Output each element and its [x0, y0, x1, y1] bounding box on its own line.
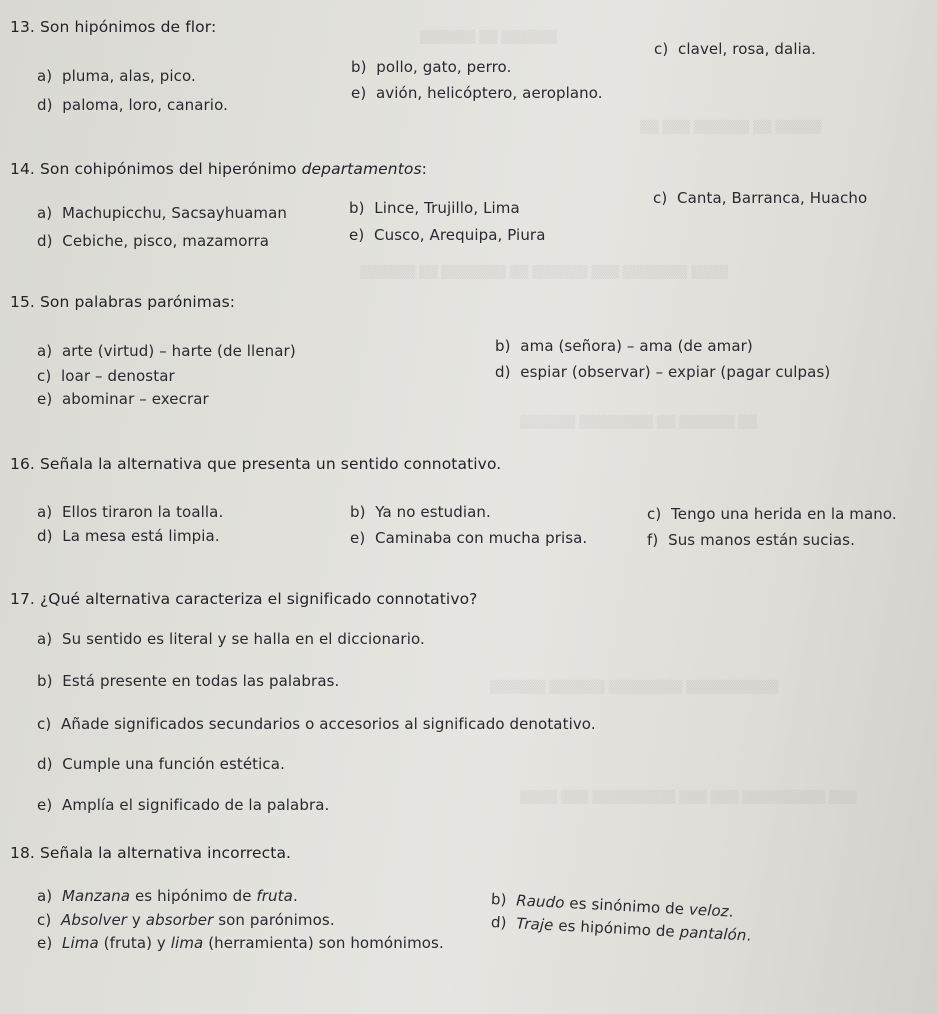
bleed-through-text: ▒▒▒▒▒▒▒▒▒▒ ▒▒▒▒▒▒▒▒ ▒▒▒▒▒▒ ▒▒▒▒▒▒ [490, 680, 779, 694]
q18-option-c: c) Absolver y absorber son parónimos. [37, 911, 335, 929]
q18-option-d: d) Traje es hipónimo de pantalón. [490, 913, 752, 945]
q15-option-a: a) arte (virtud) – harte (de llenar) [37, 342, 296, 360]
question-15-title: 15. Son palabras parónimas: [10, 293, 236, 311]
q14-option-d: d) Cebiche, pisco, mazamorra [37, 232, 270, 250]
q15-option-c: c) loar – denostar [37, 367, 175, 385]
question-17-title: 17. ¿Qué alternativa caracteriza el significado connotativo? [10, 590, 478, 608]
question-14-title: 14. Son cohipónimos del hiperónimo departamentos: [10, 160, 427, 178]
q15-option-b: b) ama (señora) – ama (de amar) [495, 337, 753, 355]
bleed-through-text: ▒▒▒▒▒▒ ▒▒ ▒▒▒▒▒▒ [420, 30, 557, 44]
q14-option-b: b) Lince, Trujillo, Lima [349, 199, 520, 217]
q17-option-b: b) Está presente en todas las palabras. [37, 672, 340, 690]
question-13-title: 13. Son hipónimos de flor: [10, 18, 217, 36]
q17-option-a: a) Su sentido es literal y se halla en el diccionario. [37, 630, 425, 648]
q17-option-e: e) Amplía el significado de la palabra. [37, 796, 330, 814]
q13-option-e: e) avión, helicóptero, aeroplano. [351, 84, 603, 102]
q13-option-d: d) paloma, loro, canario. [37, 96, 228, 114]
q17-option-d: d) Cumple una función estética. [37, 755, 285, 773]
q13-option-a: a) pluma, alas, pico. [37, 67, 196, 85]
q18-option-b: b) Raudo es sinónimo de veloz. [490, 890, 735, 921]
q14-option-c: c) Canta, Barranca, Huacho [653, 189, 868, 207]
q15-option-d: d) espiar (observar) – expiar (pagar culpas) [495, 363, 831, 381]
question-18-title: 18. Señala la alternativa incorrecta. [10, 844, 292, 862]
q16-option-a: a) Ellos tiraron la toalla. [37, 503, 224, 521]
q14-option-e: e) Cusco, Arequipa, Piura [349, 226, 546, 244]
bleed-through-text: ▒▒▒ ▒▒▒▒▒▒▒▒▒ ▒▒▒ ▒▒▒ ▒▒▒▒▒▒▒▒▒ ▒▒▒ ▒▒▒▒ [520, 790, 857, 804]
q13-option-c: c) clavel, rosa, dalia. [654, 40, 817, 58]
q16-option-e: e) Caminaba con mucha prisa. [350, 529, 588, 547]
bleed-through-text: ▒▒▒▒▒ ▒▒ ▒▒▒▒▒▒ ▒▒▒ ▒▒ [640, 120, 822, 134]
q18-option-e: e) Lima (fruta) y lima (herramienta) son homónimos. [37, 934, 444, 952]
q13-option-b: b) pollo, gato, perro. [351, 58, 512, 76]
q17-option-c: c) Añade significados secundarios o accesorios al significado denotativo. [37, 715, 596, 733]
q14-option-a: a) Machupicchu, Sacsayhuaman [37, 204, 287, 222]
bleed-through-text: ▒▒ ▒▒▒▒▒▒ ▒▒ ▒▒▒▒▒▒▒▒ ▒▒▒▒▒▒ [520, 415, 757, 429]
q16-option-c: c) Tengo una herida en la mano. [647, 505, 897, 523]
q18-option-a: a) Manzana es hipónimo de fruta. [37, 887, 298, 905]
q16-option-b: b) Ya no estudian. [350, 503, 491, 521]
q16-option-f: f) Sus manos están sucias. [647, 531, 855, 549]
q16-option-d: d) La mesa está limpia. [37, 527, 220, 545]
q15-option-e: e) abominar – execrar [37, 390, 209, 408]
question-16-title: 16. Señala la alternativa que presenta un sentido connotativo. [10, 455, 502, 473]
bleed-through-text: ▒▒▒▒ ▒▒▒▒▒▒▒ ▒▒▒ ▒▒▒▒▒▒ ▒▒ ▒▒▒▒▒▒▒ ▒▒ ▒▒▒▒▒▒ [360, 265, 729, 279]
